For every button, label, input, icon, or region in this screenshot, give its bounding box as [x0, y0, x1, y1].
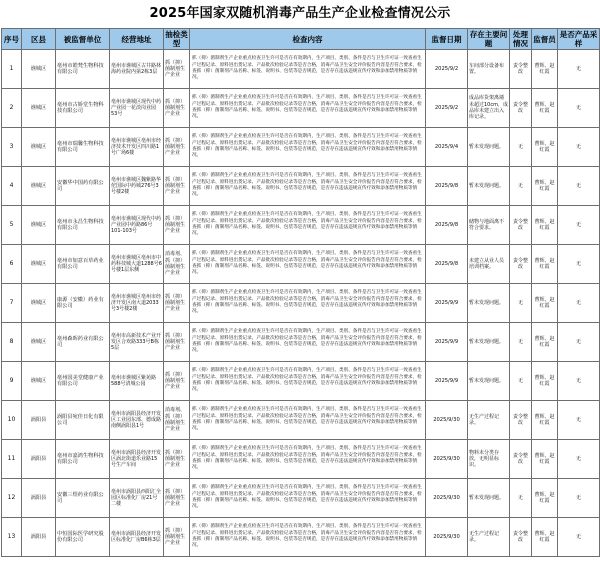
row-sampling: 无: [558, 89, 600, 128]
row-district: 谯城区: [22, 362, 56, 401]
row-address: 亳州市谯城区现代中药产业园一花淡岗业园53号: [110, 89, 164, 128]
header-address: 经营地址: [110, 29, 164, 50]
row-problem: 物料未分类存放，无明显标识。: [468, 440, 510, 479]
row-type: 抓（抑）菌制剂生产企业: [164, 128, 190, 167]
row-sampling: 无: [558, 401, 600, 440]
row-number: 10: [2, 401, 22, 440]
table-row: [2, 440, 600, 479]
row-number: 9: [2, 362, 22, 401]
row-unit: 康源（安徽）药业有限公司: [56, 284, 110, 323]
row-unit: 亳州森晖药业有限公司: [56, 323, 110, 362]
row-district: 谯城区: [22, 50, 56, 89]
page-title: 2025年国家双随机消毒产品生产企业检查情况公示: [149, 6, 451, 21]
row-number: 8: [2, 323, 22, 362]
row-handling: 无: [510, 479, 532, 518]
table-row: [2, 518, 600, 557]
row-unit: 亳州国美堂健康产业有限公司: [56, 362, 110, 401]
table-header-row: [2, 29, 600, 50]
row-date: 2025/9/8: [426, 167, 468, 206]
row-problem: 车间部分设备布置。: [468, 50, 510, 89]
row-handling: 无: [510, 323, 532, 362]
row-address: 亳州市谯城区紫苑路588号清城公园: [110, 362, 164, 401]
row-problem: 暂未发现问题。: [468, 362, 510, 401]
row-address: 亳州市高新技术产业开发区合欢路333号B栋5层: [110, 323, 164, 362]
row-sampling: 无: [558, 518, 600, 557]
row-sampling: 无: [558, 245, 600, 284]
row-district: 涡阳县: [22, 479, 56, 518]
header-district: 区县: [22, 29, 56, 50]
row-type: 消毒剂、抓（抑）菌制剂生产企业: [164, 245, 190, 284]
row-handling: 责令整改: [510, 518, 532, 557]
row-number: 11: [2, 440, 22, 479]
row-district: 涡阳县: [22, 401, 56, 440]
row-handling: 责令整改: [510, 50, 532, 89]
header-no: 序号: [2, 29, 22, 50]
row-type: 抓（抑）菌制剂生产企业: [164, 440, 190, 479]
row-inspectors: 曹辉、赵红霞: [532, 50, 558, 89]
row-date: 2025/9/2: [426, 50, 468, 89]
row-address: 亳州市涡阳县西阳汇全园区标准化厂房21号二楼: [110, 479, 164, 518]
row-unit: 中恒国际医学研究股份有限公司: [56, 518, 110, 557]
row-date: 2025/9/9: [426, 284, 468, 323]
row-inspection-content: 抓（抑）菌制剂生产企业重点检查卫生许可是否在有效期内，生产项目、类别、条件是否与卫生许可证一致查看生产过程记录、原料进出货记录、产品批次检验记录等是否合格，消毒产品卫生安全评价报告内容是否符合要求，检查抓（抑）菌制剂产品名称、标签、说明书、包装等是否规范，是否存在违法违规宣传疗效和添加禁用物质等情况。: [190, 284, 426, 323]
row-inspection-content: 抓（抑）菌制剂生产企业重点检查卫生许可是否在有效期内，生产项目、类别、条件是否与卫生许可证一致查看生产过程记录、原料进出货记录、产品批次检验记录等是否合格，消毒产品卫生安全评价报告内容是否符合要求，检查抓（抑）菌制剂产品名称、标签、说明书、包装等是否规范，是否存在违法违规宣传疗效和添加禁用物质等情况。: [190, 245, 426, 284]
table-row: [2, 401, 600, 440]
row-handling: 责令整改: [510, 440, 532, 479]
row-district: 谯城区: [22, 323, 56, 362]
row-unit: 安徽华中国药有限公司: [56, 167, 110, 206]
header-content: 检查内容: [190, 29, 426, 50]
row-district: 谯城区: [22, 89, 56, 128]
row-problem: 无生产过程记录。: [468, 401, 510, 440]
row-date: 2025/9/9: [426, 323, 468, 362]
row-number: 6: [2, 245, 22, 284]
row-unit: 亳州市皓梵生物科技有限公司: [56, 50, 110, 89]
row-sampling: 无: [558, 206, 600, 245]
row-date: 2025/9/4: [426, 128, 468, 167]
row-inspection-content: 抓（抑）菌制剂生产企业重点检查卫生许可是否在有效期内，生产项目、类别、条件是否与卫生许可证一致查看生产过程记录、原料进出货记录、产品批次检验记录等是否合格，消毒产品卫生安全评价报告内容是否符合要求，检查抓（抑）菌制剂产品名称、标签、说明书、包装等是否规范，是否存在违法违规宣传疗效和添加禁用物质等情况。: [190, 128, 426, 167]
row-number: 7: [2, 284, 22, 323]
row-date: 2025/9/30: [426, 518, 468, 557]
row-date: 2025/9/2: [426, 89, 468, 128]
row-unit: 亳州市瑞馨生物科技有限公司: [56, 128, 110, 167]
row-problem: 无生产过程记录。: [468, 518, 510, 557]
row-inspection-content: 抓（抑）菌制剂生产企业重点检查卫生许可是否在有效期内，生产项目、类别、条件是否与卫生许可证一致查看生产过程记录、原料进出货记录、产品批次检验记录等是否合格，消毒产品卫生安全评价报告内容是否符合要求，检查抓（抑）菌制剂产品名称、标签、说明书、包装等是否规范，是否存在违法违规宣传疗效和添加禁用物质等情况。: [190, 206, 426, 245]
row-date: 2025/9/9: [426, 362, 468, 401]
row-sampling: 无: [558, 50, 600, 89]
row-district: 涡阳县: [22, 518, 56, 557]
row-date: 2025/9/30: [426, 440, 468, 479]
row-type: 抓（抑）菌制剂生产企业: [164, 206, 190, 245]
row-inspectors: 曹辉、赵红霞: [532, 479, 558, 518]
header-type: 抽检类型: [165, 30, 188, 48]
row-handling: 责令整改: [510, 401, 532, 440]
inspection-table: [1, 28, 600, 557]
row-inspectors: 曹辉、赵红霞: [532, 362, 558, 401]
header-unit: 被监督单位: [56, 29, 110, 50]
row-problem: 暂未发现问题。: [468, 167, 510, 206]
table-row: [2, 284, 600, 323]
row-handling: 责令整改: [510, 89, 532, 128]
row-problem: 暂未发现问题。: [468, 284, 510, 323]
row-type: 抓（抑）菌制剂生产企业: [164, 479, 190, 518]
row-date: 2025/9/30: [426, 479, 468, 518]
row-sampling: 无: [558, 323, 600, 362]
row-problem: 暂未发现问题。: [468, 128, 510, 167]
row-inspection-content: 抓（抑）菌制剂生产企业重点检查卫生许可是否在有效期内，生产项目、类别、条件是否与卫生许可证一致查看生产过程记录、原料进出货记录、产品批次检验记录等是否合格，消毒产品卫生安全评价报告内容是否符合要求，检查抓（抑）菌制剂产品名称、标签、说明书、包装等是否规范，是否存在违法违规宣传疗效和添加禁用物质等情况。: [190, 323, 426, 362]
table-row: [2, 362, 600, 401]
table-row: [2, 479, 600, 518]
row-inspectors: 曹辉、赵红霞: [532, 323, 558, 362]
table-row: [2, 89, 600, 128]
header-handling: 处理情况: [510, 29, 532, 50]
row-type: 消毒剂、抓（抑）菌制剂生产企业: [164, 401, 190, 440]
row-district: 谯城区: [22, 284, 56, 323]
table-row: [2, 128, 600, 167]
row-problem: 暂未发现问题。: [468, 479, 510, 518]
row-inspection-content: 抓（抑）菌制剂生产企业重点检查卫生许可是否在有效期内，生产项目、类别、条件是否与卫生许可证一致查看生产过程记录、原料进出货记录、产品批次检验记录等是否合格，消毒产品卫生安全评价报告内容是否符合要求，检查抓（抑）菌制剂产品名称、标签、说明书、包装等是否规范，是否存在违法违规宣传疗效和添加禁用物质等情况。: [190, 518, 426, 557]
row-problem: 暂未发现问题。: [468, 323, 510, 362]
row-number: 4: [2, 167, 22, 206]
table-row: [2, 206, 600, 245]
row-inspection-content: 抓（抑）菌制剂生产企业重点检查卫生许可是否在有效期内，生产项目、类别、条件是否与卫生许可证一致查看生产过程记录、原料进出货记录、产品批次检验记录等是否合格，消毒产品卫生安全评价报告内容是否符合要求，检查抓（抑）菌制剂产品名称、标签、说明书、包装等是否规范，是否存在违法违规宣传疗效和添加禁用物质等情况。: [190, 167, 426, 206]
row-inspectors: 曹辉、赵红霞: [532, 518, 558, 557]
row-unit: 安徽三煜药业有限公司: [56, 479, 110, 518]
row-district: 谯城区: [22, 245, 56, 284]
row-handling: 责令整改: [510, 245, 532, 284]
row-address: 亳州市谯城区亳州市经济技术开发区四川路1号广场6楼: [110, 128, 164, 167]
row-inspection-content: 抓（抑）菌制剂生产企业重点检查卫生许可是否在有效期内，生产项目、类别、条件是否与卫生许可证一致查看生产过程记录、原料进出货记录、产品批次检验记录等是否合格，消毒产品卫生安全评价报告内容是否符合要求，检查抓（抑）菌制剂产品名称、标签、说明书、包装等是否规范，是否存在违法违规宣传疗效和添加禁用物质等情况。: [190, 479, 426, 518]
row-number: 12: [2, 479, 22, 518]
row-handling: 无: [510, 362, 532, 401]
row-address: 亳州市谯城区古井路林海药业院内第2栋3层: [110, 50, 164, 89]
row-date: 2025/9/8: [426, 206, 468, 245]
row-unit: 亳州市如意百草药业有限公司: [56, 245, 110, 284]
row-district: 谯城区: [22, 167, 56, 206]
row-inspection-content: 抓（抑）菌制剂生产企业重点检查卫生许可是否在有效期内，生产项目、类别、条件是否与卫生许可证一致查看生产过程记录、原料进出货记录、产品批次检验记录等是否合格，消毒产品卫生安全评价报告内容是否符合要求，检查抓（抑）菌制剂产品名称、标签、说明书、包装等是否规范，是否存在违法违规宣传疗效和添加禁用物质等情况。: [190, 401, 426, 440]
row-handling: 责令整改: [510, 206, 532, 245]
row-number: 3: [2, 128, 22, 167]
row-inspectors: 曹辉、赵红霞: [532, 89, 558, 128]
row-problem: 储物与地面离不符合要求。: [468, 206, 510, 245]
row-number: 1: [2, 50, 22, 89]
row-number: 2: [2, 89, 22, 128]
row-district: 谯城区: [22, 128, 56, 167]
table-row: [2, 323, 600, 362]
row-address: 亳州市谯城区亳州市中药科技城大道1288号6号楼1层东侧: [110, 245, 164, 284]
row-address: 亳州市涡阳县经济开发区涡北街道乐业路15号生产车间: [110, 440, 164, 479]
row-handling: 无: [510, 128, 532, 167]
row-problem: 成品库货架离墙未超过10cm，成品库未建立出入库记录。: [468, 89, 510, 128]
row-inspectors: 曹辉、赵红霞: [532, 440, 558, 479]
row-sampling: 无: [558, 362, 600, 401]
row-type: 抓（抑）菌制剂生产企业: [164, 362, 190, 401]
row-inspectors: 曹辉、赵红霞: [532, 128, 558, 167]
table-row: [2, 167, 600, 206]
row-address: 亳州市涡阳县经济开发区标准化厂房B6栋3层: [110, 518, 164, 557]
row-type: 抓（抑）菌制剂生产企业: [164, 50, 190, 89]
row-type: 抓（抑）菌制剂生产企业: [164, 284, 190, 323]
row-sampling: 无: [558, 167, 600, 206]
row-inspectors: 曹辉、赵红霞: [532, 401, 558, 440]
row-sampling: 无: [558, 128, 600, 167]
row-unit: 亳州市嘉鸿生物科技有限公司: [56, 440, 110, 479]
row-sampling: 无: [558, 479, 600, 518]
row-address: 亳州市谯城区亳州市经济开发区南大道2033号3号楼2楼: [110, 284, 164, 323]
row-type: 抓（抑）菌制剂生产企业: [164, 89, 190, 128]
row-type: 抓（抑）菌制剂生产企业: [164, 518, 190, 557]
row-problem: 未建立从业人员培训档案。: [468, 245, 510, 284]
row-type: 抓（抑）菌制剂生产企业: [164, 167, 190, 206]
row-district: 谯城区: [22, 206, 56, 245]
header-sampling: 是否产品采样: [558, 29, 600, 50]
row-inspectors: 曹辉、赵红霞: [532, 167, 558, 206]
row-date: 2025/9/30: [426, 401, 468, 440]
row-type: 抓（抑）菌制剂生产企业: [164, 323, 190, 362]
row-number: 5: [2, 206, 22, 245]
header-inspector: 监督员: [532, 29, 558, 50]
row-sampling: 无: [558, 440, 600, 479]
row-address: 亳州市涡阳县经济开发区工业园东部、德成路南侧涡阳县1号: [110, 401, 164, 440]
header-date: 监督日期: [426, 29, 468, 50]
row-inspectors: 曹辉、赵红霞: [532, 245, 558, 284]
row-district: 涡阳县: [22, 440, 56, 479]
row-date: 2025/9/8: [426, 245, 468, 284]
row-inspection-content: 抓（抑）菌制剂生产企业重点检查卫生许可是否在有效期内，生产项目、类别、条件是否与卫生许可证一致查看生产过程记录、原料进出货记录、产品批次检验记录等是否合格，消毒产品卫生安全评价报告内容是否符合要求，检查抓（抑）菌制剂产品名称、标签、说明书、包装等是否规范，是否存在违法违规宣传疗效和添加禁用物质等情况。: [190, 362, 426, 401]
row-inspection-content: 抓（抑）菌制剂生产企业重点检查卫生许可是否在有效期内，生产项目、类别、条件是否与卫生许可证一致查看生产过程记录、原料进出货记录、产品批次检验记录等是否合格，消毒产品卫生安全评价报告内容是否符合要求，检查抓（抑）菌制剂产品名称、标签、说明书、包装等是否规范，是否存在违法违规宣传疗效和添加禁用物质等情况。: [190, 50, 426, 89]
header-problem: 存在主要问题: [468, 29, 510, 50]
row-inspection-content: 抓（抑）菌制剂生产企业重点检查卫生许可是否在有效期内，生产项目、类别、条件是否与卫生许可证一致查看生产过程记录、原料进出货记录、产品批次检验记录等是否合格，消毒产品卫生安全评价报告内容是否符合要求，检查抓（抑）菌制剂产品名称、标签、说明书、包装等是否规范，是否存在违法违规宣传疗效和添加禁用物质等情况。: [190, 89, 426, 128]
row-inspectors: 曹辉、赵红霞: [532, 206, 558, 245]
row-unit: 涡阳县宛佳日化有限公司: [56, 401, 110, 440]
row-handling: 无: [510, 284, 532, 323]
row-sampling: 无: [558, 284, 600, 323]
row-handling: 无: [510, 167, 532, 206]
row-inspectors: 曹辉、赵红霞: [532, 284, 558, 323]
row-address: 亳州市谯城区魏紫路华佗国际中药城276号3号楼2楼: [110, 167, 164, 206]
row-number: 13: [2, 518, 22, 557]
table-row: [2, 50, 600, 89]
row-unit: 亳州市古娇堂生物科技有限公司: [56, 89, 110, 128]
row-address: 亳州市谯城区现代中药产业园中药路86号101-103号: [110, 206, 164, 245]
row-inspection-content: 抓（抑）菌制剂生产企业重点检查卫生许可是否在有效期内，生产项目、类别、条件是否与卫生许可证一致查看生产过程记录、原料进出货记录、产品批次检验记录等是否合格，消毒产品卫生安全评价报告内容是否符合要求，检查抓（抑）菌制剂产品名称、标签、说明书、包装等是否规范，是否存在违法违规宣传疗效和添加禁用物质等情况。: [190, 440, 426, 479]
table-row: [2, 245, 600, 284]
row-unit: 亳州市永昌生物科技有限公司: [56, 206, 110, 245]
